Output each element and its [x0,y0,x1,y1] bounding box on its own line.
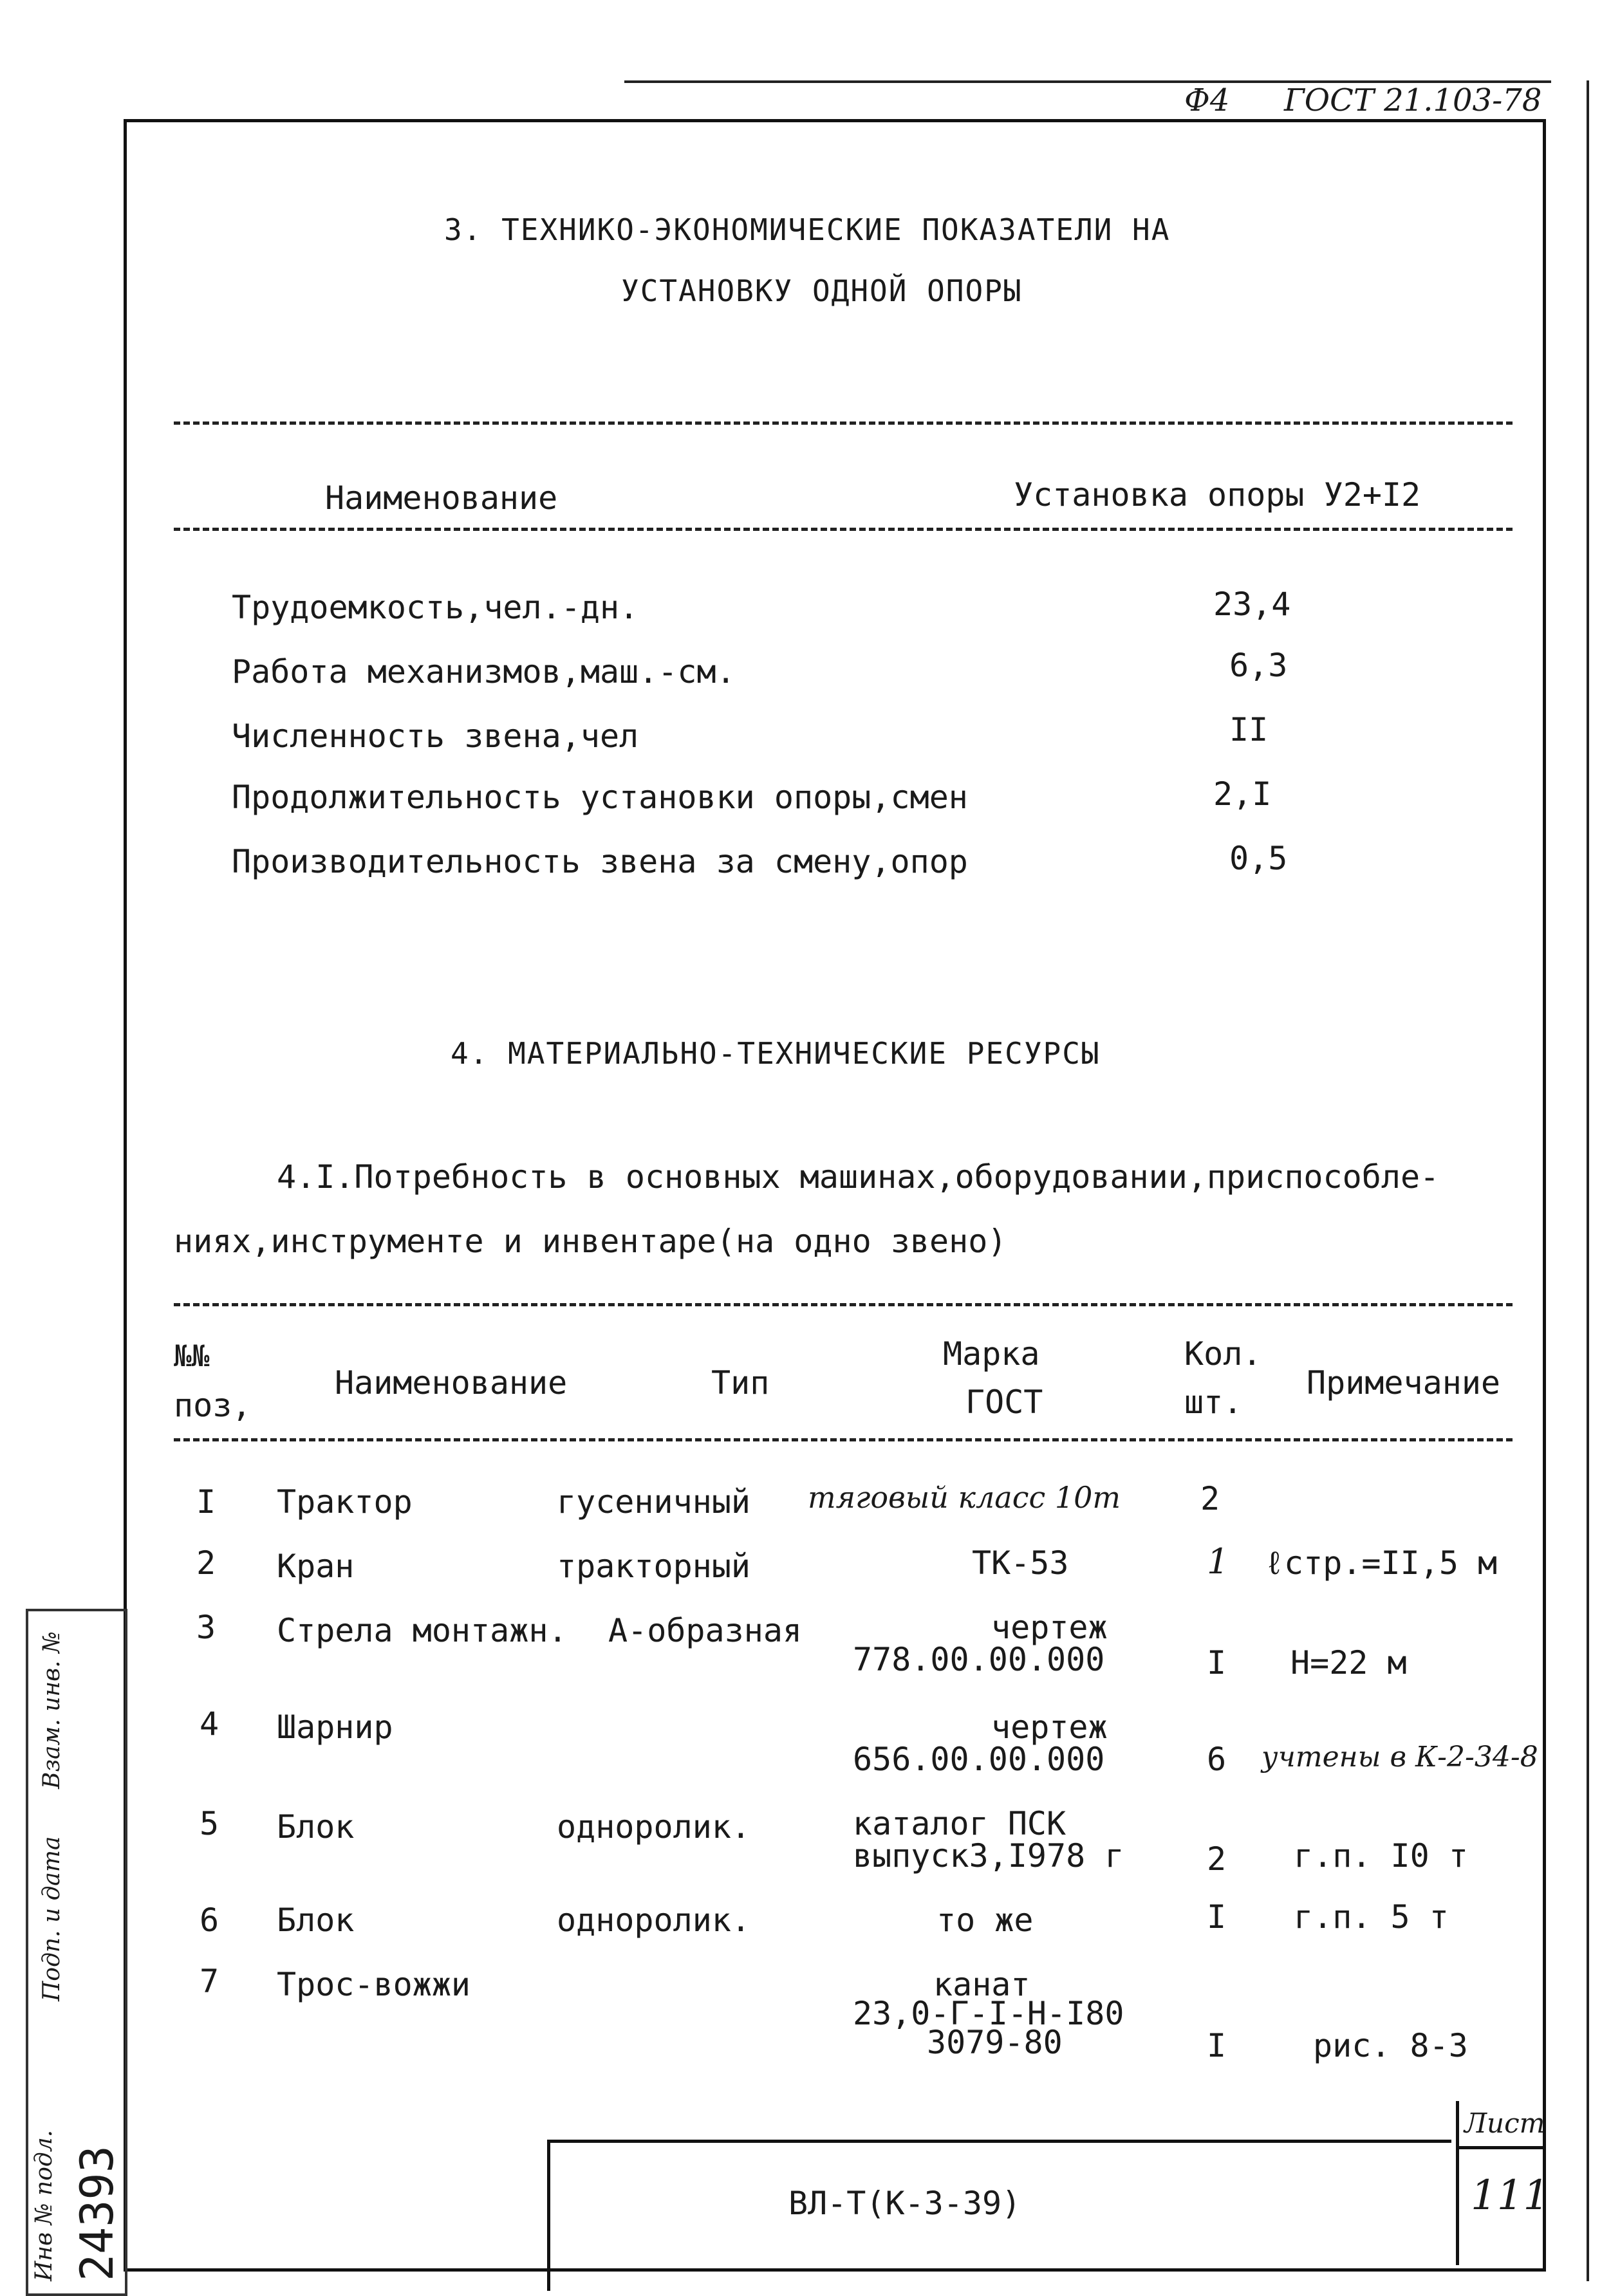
row-name: Блок [277,1808,355,1846]
header-note: Примечание [1307,1364,1501,1402]
row-qty: 2 [1207,1840,1227,1878]
row-type: гусеничный [557,1483,751,1521]
section4-title: 4. МАТЕРИАЛЬНО-ТЕХНИЧЕСКИЕ РЕСУРСЫ [451,1036,1101,1071]
indicator-value: 2,I [1213,775,1272,813]
header-qty-line2: шт. [1184,1384,1243,1421]
row-mark-line2: 656.00.00.000 [853,1741,1105,1778]
row-mark: то же [936,1902,1034,1939]
document-code: ВЛ-Т(К-3-39) [788,2185,1021,2222]
section3-title-line1: 3. ТЕХНИКО-ЭКОНОМИЧЕСКИЕ ПОКАЗАТЕЛИ НА [444,212,1171,247]
row-qty: I [1207,1644,1227,1681]
indicator-value: II [1229,711,1269,748]
row-type: одноролик. [557,1902,751,1939]
side-sign-label: Подп. и дата [39,1836,65,2001]
row-pos: 4 [200,1705,219,1743]
row-mark: тяговый класс 10т [808,1480,1121,1515]
section4-paragraph-line2: ниях,инструменте и инвентаре(на одно звено) [174,1223,1007,1260]
row-note: ℓстр.=II,5 м [1265,1544,1498,1582]
row-pos: 3 [196,1609,216,1646]
row-qty: 6 [1207,1741,1227,1778]
indicator-name: Работа механизмов,маш.-см. [232,653,736,690]
row-type: тракторный [557,1548,751,1585]
section3-title-line2: УСТАНОВКУ ОДНОЙ ОПОРЫ [621,273,1023,308]
row-note: рис. 8-3 [1313,2027,1468,2064]
row-qty: 2 [1200,1480,1220,1517]
right-border-line [1587,80,1589,2281]
row-note: учтены в К-2-34-8 [1262,1741,1538,1773]
row-pos: 7 [200,1963,219,2000]
divider-header [174,528,1513,531]
indicator-value: 23,4 [1213,586,1291,623]
row-pos: 2 [196,1544,216,1582]
header-pos-line1: №№ [174,1338,210,1373]
row-mark-line1: чертеж [991,1609,1108,1646]
row-name: Шарнир [277,1708,393,1746]
sheet-box-divider [1459,2146,1543,2149]
row-name: Стрела монтажн. [277,1612,568,1649]
table-divider-top [174,1303,1513,1306]
section4-paragraph-line1: 4.I.Потребность в основных машинах,оборудовании,приспособле- [277,1158,1440,1196]
indicator-value: 6,3 [1229,647,1288,684]
row-mark-line2: выпуск3,I978 г [853,1837,1124,1875]
indicator-value: 0,5 [1229,840,1288,877]
header-mark-line1: Марка [943,1335,1040,1373]
sheet-label: Лист [1464,2107,1545,2139]
side-inv-label: Инв № подл. [31,2129,57,2281]
standard-label: ГОСТ 21.103-78 [1284,82,1542,118]
header-qty-line1: Кол. [1184,1335,1262,1373]
row-mark-line1: каталог ПСК [853,1805,1066,1842]
divider-top [174,421,1513,425]
row-note: Н=22 м [1290,1644,1407,1681]
row-name: Блок [277,1902,355,1939]
side-replace-label: Взам. инв. № [39,1631,65,1789]
row-pos: I [196,1483,216,1521]
row-type: одноролик. [557,1808,751,1846]
row-note: г.п. 5 т [1294,1898,1449,1936]
row-name: Трактор [277,1483,413,1521]
sheet-number: 111 [1471,2172,1550,2219]
row-type: А-образная [608,1612,803,1649]
section3-col-name: Наименование [325,479,558,517]
indicator-name: Численность звена,чел [232,718,639,755]
format-label: Ф4 [1184,82,1230,118]
row-mark-line3: 3079-80 [927,2024,1063,2061]
row-mark-line1: канат [933,1966,1030,2003]
row-mark-line2: 778.00.00.000 [853,1641,1105,1678]
row-qty: I [1207,1898,1227,1936]
row-pos: 5 [200,1805,219,1842]
row-pos: 6 [200,1902,219,1939]
row-mark-line2: 23,0-Г-I-Н-I80 [853,1995,1124,2032]
side-inv-number: 24393 [71,2145,124,2281]
indicator-name: Продолжительность установки опоры,смен [232,779,968,816]
row-qty: I [1207,2027,1227,2064]
header-name: Наименование [335,1364,568,1402]
table-divider-header [174,1438,1513,1441]
row-qty: 1 [1207,1541,1229,1582]
header-pos-line2: поз, [174,1387,252,1424]
row-name: Трос-вожжи [277,1966,471,2003]
indicator-name: Трудоемкость,чел.-дн. [232,589,639,626]
section3-col-value: Установка опоры У2+I2 [1014,476,1421,514]
header-mark-line2: ГОСТ [965,1384,1043,1421]
row-mark-line1: чертеж [991,1708,1108,1746]
indicator-name: Производительность звена за смену,опор [232,843,968,880]
row-mark: ТК-53 [972,1544,1069,1582]
row-name: Кран [277,1548,355,1585]
row-note: г.п. I0 т [1294,1837,1468,1875]
header-type: Тип [711,1364,770,1402]
